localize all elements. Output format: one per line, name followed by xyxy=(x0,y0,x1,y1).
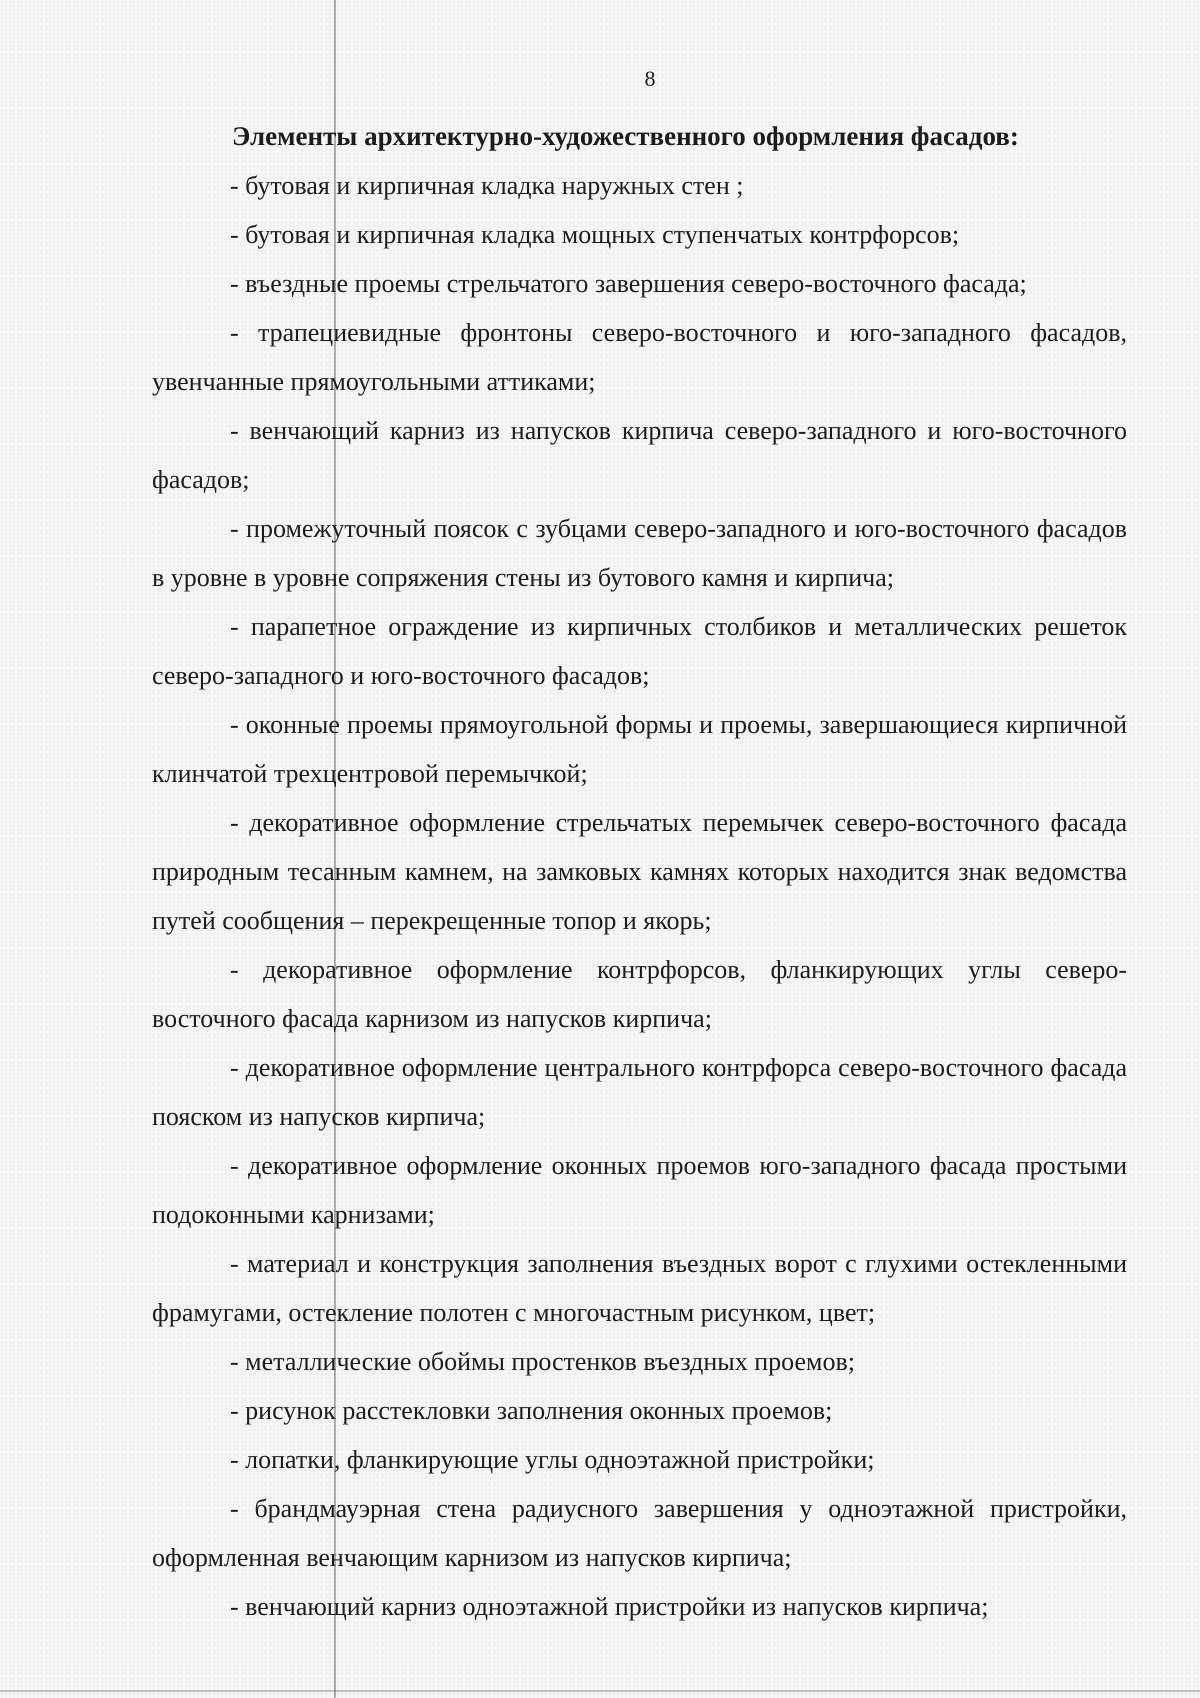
list-item: - оконные проемы прямоугольной формы и проемы, завершающиеся кирпичной клинчатой трехцентровой перемычкой; xyxy=(152,710,1127,788)
list-item: - лопатки, фланкирующие углы одноэтажной пристройки; xyxy=(230,1445,875,1474)
list-item: - материал и конструкция заполнения въездных ворот с глухими остекленными фрамугами, остекление полотен с многочастным рисунком, цвет; xyxy=(152,1249,1127,1327)
list-item: - брандмауэрная стена радиусного завершения у одноэтажной пристройки, оформленная венчающим карнизом из напусков кирпича; xyxy=(152,1494,1127,1572)
list-item: - металлические обоймы простенков въездных проемов; xyxy=(230,1347,855,1376)
document-body xyxy=(152,112,1127,1631)
list-item: - парапетное ограждение из кирпичных столбиков и металлических решеток северо-западного и юго-восточного фасадов; xyxy=(152,612,1127,690)
list-item: - декоративное оформление контрфорсов, фланкирующих углы северо-восточного фасада карнизом из напусков кирпича; xyxy=(152,955,1127,1033)
section-heading: Элементы архитектурно-художественного оформления фасадов: xyxy=(232,121,1019,151)
list-item: - декоративное оформление оконных проемов юго-западного фасада простыми подоконными карнизами; xyxy=(152,1151,1127,1229)
page-number: 8 xyxy=(644,66,656,91)
list-item: - промежуточный поясок с зубцами северо-западного и юго-восточного фасадов в уровне в уровне сопряжения стены из бутового камня и кирпича; xyxy=(152,514,1127,592)
list-item: - бутовая и кирпичная кладка мощных ступенчатых контрфорсов; xyxy=(230,220,960,249)
list-item: - бутовая и кирпичная кладка наружных стен ; xyxy=(230,171,744,200)
list-item: - венчающий карниз одноэтажной пристройки из напусков кирпича; xyxy=(230,1592,989,1621)
list-item: - рисунок расстекловки заполнения оконных проемов; xyxy=(230,1396,833,1425)
list-item: - трапециевидные фронтоны северо-восточного и юго-западного фасадов, увенчанные прямоугольными аттиками; xyxy=(152,318,1127,396)
list-item: - декоративное оформление стрельчатых перемычек северо-восточного фасада природным тесанным камнем, на замковых камнях которых находится знак ведомства путей сообщения – перекрещенные топор и якорь; xyxy=(152,808,1127,935)
list-item: - въездные проемы стрельчатого завершения северо-восточного фасада; xyxy=(230,269,1027,298)
list-item: - декоративное оформление центрального контрфорса северо-восточного фасада пояском из напусков кирпича; xyxy=(152,1053,1127,1131)
list-item: - венчающий карниз из напусков кирпича северо-западного и юго-восточного фасадов; xyxy=(152,416,1127,494)
page-bottom-edge xyxy=(0,1690,1200,1692)
